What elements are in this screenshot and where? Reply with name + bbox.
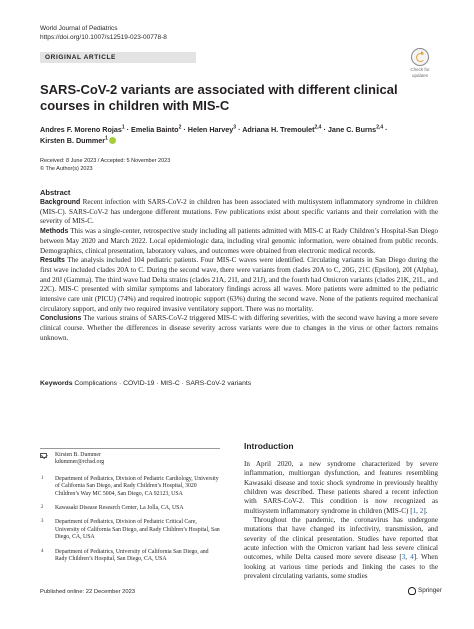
author-affiliation: 1 bbox=[105, 135, 108, 142]
author-name[interactable]: Jane C. Burns bbox=[327, 125, 377, 134]
section-text: The various strains of SARS-CoV-2 triggered MIS-C with differing severities, with the second wave having a more severe clinical course. Whether the differences in disease severity across variants were due to changes in the virus or other factors remains unknown. bbox=[40, 314, 438, 342]
abstract-body bbox=[40, 198, 438, 344]
abstract-methods bbox=[40, 227, 438, 256]
journal-header bbox=[40, 25, 167, 42]
footnotes bbox=[40, 452, 220, 563]
introduction-body bbox=[244, 460, 438, 581]
section-text: This was a single-center, retrospective study including all patients admitted with MIS-C at Rady Children’s Hospital-San Diego between May 2020 and March 2022. Local epidemiologic data, including viral genomic information, were obtained from public records. Demographics, clinical presentation, laboratory values, and outcomes were obtained from electronic medical records. bbox=[40, 227, 439, 255]
affiliation-text: Department of Pediatrics, Division of Pediatric Critical Care, University of California San Diego, and Rady Children’s Hospital, San Diego, CA, USA bbox=[55, 519, 220, 541]
affiliation-text: Department of Pediatrics, Division of Pediatric Cardiology, University of California San Diego, and Rady Children’s Hospital, 3020 Children’s Way MC 5004, San Diego, CA 92123, USA bbox=[55, 475, 219, 497]
doi-link[interactable]: https://doi.org/10.1007/s12519-023-00778-8 bbox=[40, 33, 167, 41]
article-title: SARS-CoV-2 variants are associated with different clinical courses in children with MIS-C bbox=[40, 82, 398, 113]
citation-link[interactable]: 3 bbox=[401, 553, 406, 562]
affiliation bbox=[40, 549, 220, 564]
envelope-icon bbox=[40, 453, 47, 458]
abstract-background bbox=[40, 198, 438, 227]
check-updates-icon bbox=[411, 48, 429, 66]
keywords bbox=[40, 379, 251, 388]
publisher-name: Springer bbox=[418, 587, 442, 594]
citation-link[interactable]: 4 bbox=[410, 553, 414, 562]
publisher-logo[interactable] bbox=[407, 586, 442, 595]
section-label: Methods bbox=[40, 228, 69, 236]
section-text: Recent infection with SARS-CoV-2 in children has been associated with multisystem inflammatory syndrome in children (MIS-C). SARS-CoV-2 has undergone different mutations. Few publications exist about specific variants and their correlation with the severity of MIS-C. bbox=[40, 198, 438, 226]
affiliation-text: Kawasaki Disease Research Center, La Jolla, CA, USA bbox=[55, 505, 184, 512]
received-accepted-dates: Received: 8 June 2023 / Accepted: 5 November 2023 bbox=[40, 158, 171, 164]
author-name[interactable]: Emelia Bainto bbox=[131, 125, 179, 134]
correspondence-name: Kirsten B. Dummer bbox=[55, 452, 101, 458]
check-for-updates-button[interactable] bbox=[402, 48, 438, 78]
affiliation bbox=[40, 505, 220, 512]
check-updates-label: Check for updates bbox=[410, 67, 430, 78]
citation-link[interactable]: 2 bbox=[419, 506, 424, 515]
section-label: Background bbox=[40, 199, 81, 206]
section-label: Conclusions bbox=[40, 315, 82, 323]
affiliation-number: 4 bbox=[41, 548, 44, 554]
citation-link[interactable]: 1 bbox=[412, 506, 417, 515]
section-text: The analysis included 104 pediatric patients. Four MIS-C waves were identified. Circulating variants in San Diego during the first wave included clades 20A to C. During the second wave, there were variants from clades 20A to C, 20G, 21C (Epsilon), 20I (Alpha), and 20J (Gamma). The third wave had Delta strains (clades 21A, 21I, and 21J), and the fourth had Omicron variants (clades 21K, 21L, and 22C). MIS-C presented with similar symptoms and laboratory findings across all waves. More patients were admitted to the pediatric intensive care unit (PICU) (74%) and required inotropic support (63%) during the second wave. None of the patients required mechanical circulatory support, and only two required invasive ventilatory support. There was no mortality. bbox=[40, 256, 439, 313]
affiliation-number: 2 bbox=[41, 505, 44, 511]
affiliation-number: 3 bbox=[41, 519, 44, 525]
journal-name: World Journal of Pediatrics bbox=[40, 25, 118, 32]
correspondence bbox=[40, 452, 220, 467]
author-name[interactable]: Helen Harvey bbox=[187, 125, 234, 134]
affiliation bbox=[40, 519, 220, 541]
author-name[interactable]: Kirsten B. Dummer bbox=[40, 136, 106, 145]
footnote-divider bbox=[40, 448, 220, 449]
orcid-icon[interactable] bbox=[109, 137, 116, 144]
article-type-tag: ORIGINAL ARTICLE bbox=[40, 52, 196, 63]
affiliation-text: Department of Pediatrics, University of California San Diego, and Rady Children’s Hospital, San Diego, CA, USA bbox=[55, 548, 209, 563]
abstract-results bbox=[40, 256, 438, 314]
author-name[interactable]: Adriana H. Tremoulet bbox=[242, 125, 315, 134]
author-affiliation: 2 bbox=[178, 124, 182, 131]
author-name[interactable]: Andres F. Moreno Rojas bbox=[40, 125, 122, 134]
affiliation bbox=[40, 476, 220, 498]
correspondence-email[interactable]: kdummer@rchsd.org bbox=[55, 459, 105, 466]
introduction-heading: Introduction bbox=[244, 441, 294, 451]
springer-horse-icon bbox=[407, 586, 416, 595]
author-affiliation: 1 bbox=[121, 124, 125, 131]
keywords-list: Complications · COVID-19 · MIS-C · SARS-CoV-2 variants bbox=[74, 380, 252, 387]
copyright-notice: © The Author(s) 2023 bbox=[40, 166, 93, 172]
keywords-label: Keywords bbox=[40, 380, 73, 387]
abstract-conclusions bbox=[40, 314, 438, 343]
affiliation-number: 1 bbox=[41, 475, 44, 481]
paragraph: In April 2020, a new syndrome characterized by severe inflammation, multiorgan dysfunction, and features resembling Kawasaki disease and toxic shock syndrome in previously healthy children was described. These patients shared a recent infection with SARS-CoV-2. This condition is now recognized as multisystem inflammatory syndrome in children (MIS-C) [1, 2]. bbox=[244, 460, 438, 515]
section-label: Results bbox=[40, 257, 65, 265]
paragraph: Throughout the pandemic, the coronavirus has undergone mutations that have changed its infectivity, transmission, and severity of the clinical presentation. Studies have reported that acute infection with the Omicron variant had less severe clinical outcomes, while Delta caused more severe disease [3, 4]. When looking at various time periods and linking the cases to the prevalent circulating variants, some studies bbox=[244, 516, 438, 581]
published-date: Published online: 22 December 2023 bbox=[40, 589, 136, 595]
author-list: Andres F. Moreno Rojas$^1$ · Emelia Bainto$^2$ · Helen Harvey$^3$ · Adriana H. Tremoulet$^{2,4}$ · Jane C. Burns$^{2,4}$ · Kirsten B. Dummer$^1$ bbox=[40, 124, 388, 145]
article-dates bbox=[40, 157, 170, 173]
abstract-heading: Abstract bbox=[40, 188, 71, 197]
author-affiliation: 2,4 bbox=[376, 124, 384, 131]
author-affiliation: 3 bbox=[233, 124, 237, 131]
author-affiliation: 2,4 bbox=[314, 124, 322, 131]
